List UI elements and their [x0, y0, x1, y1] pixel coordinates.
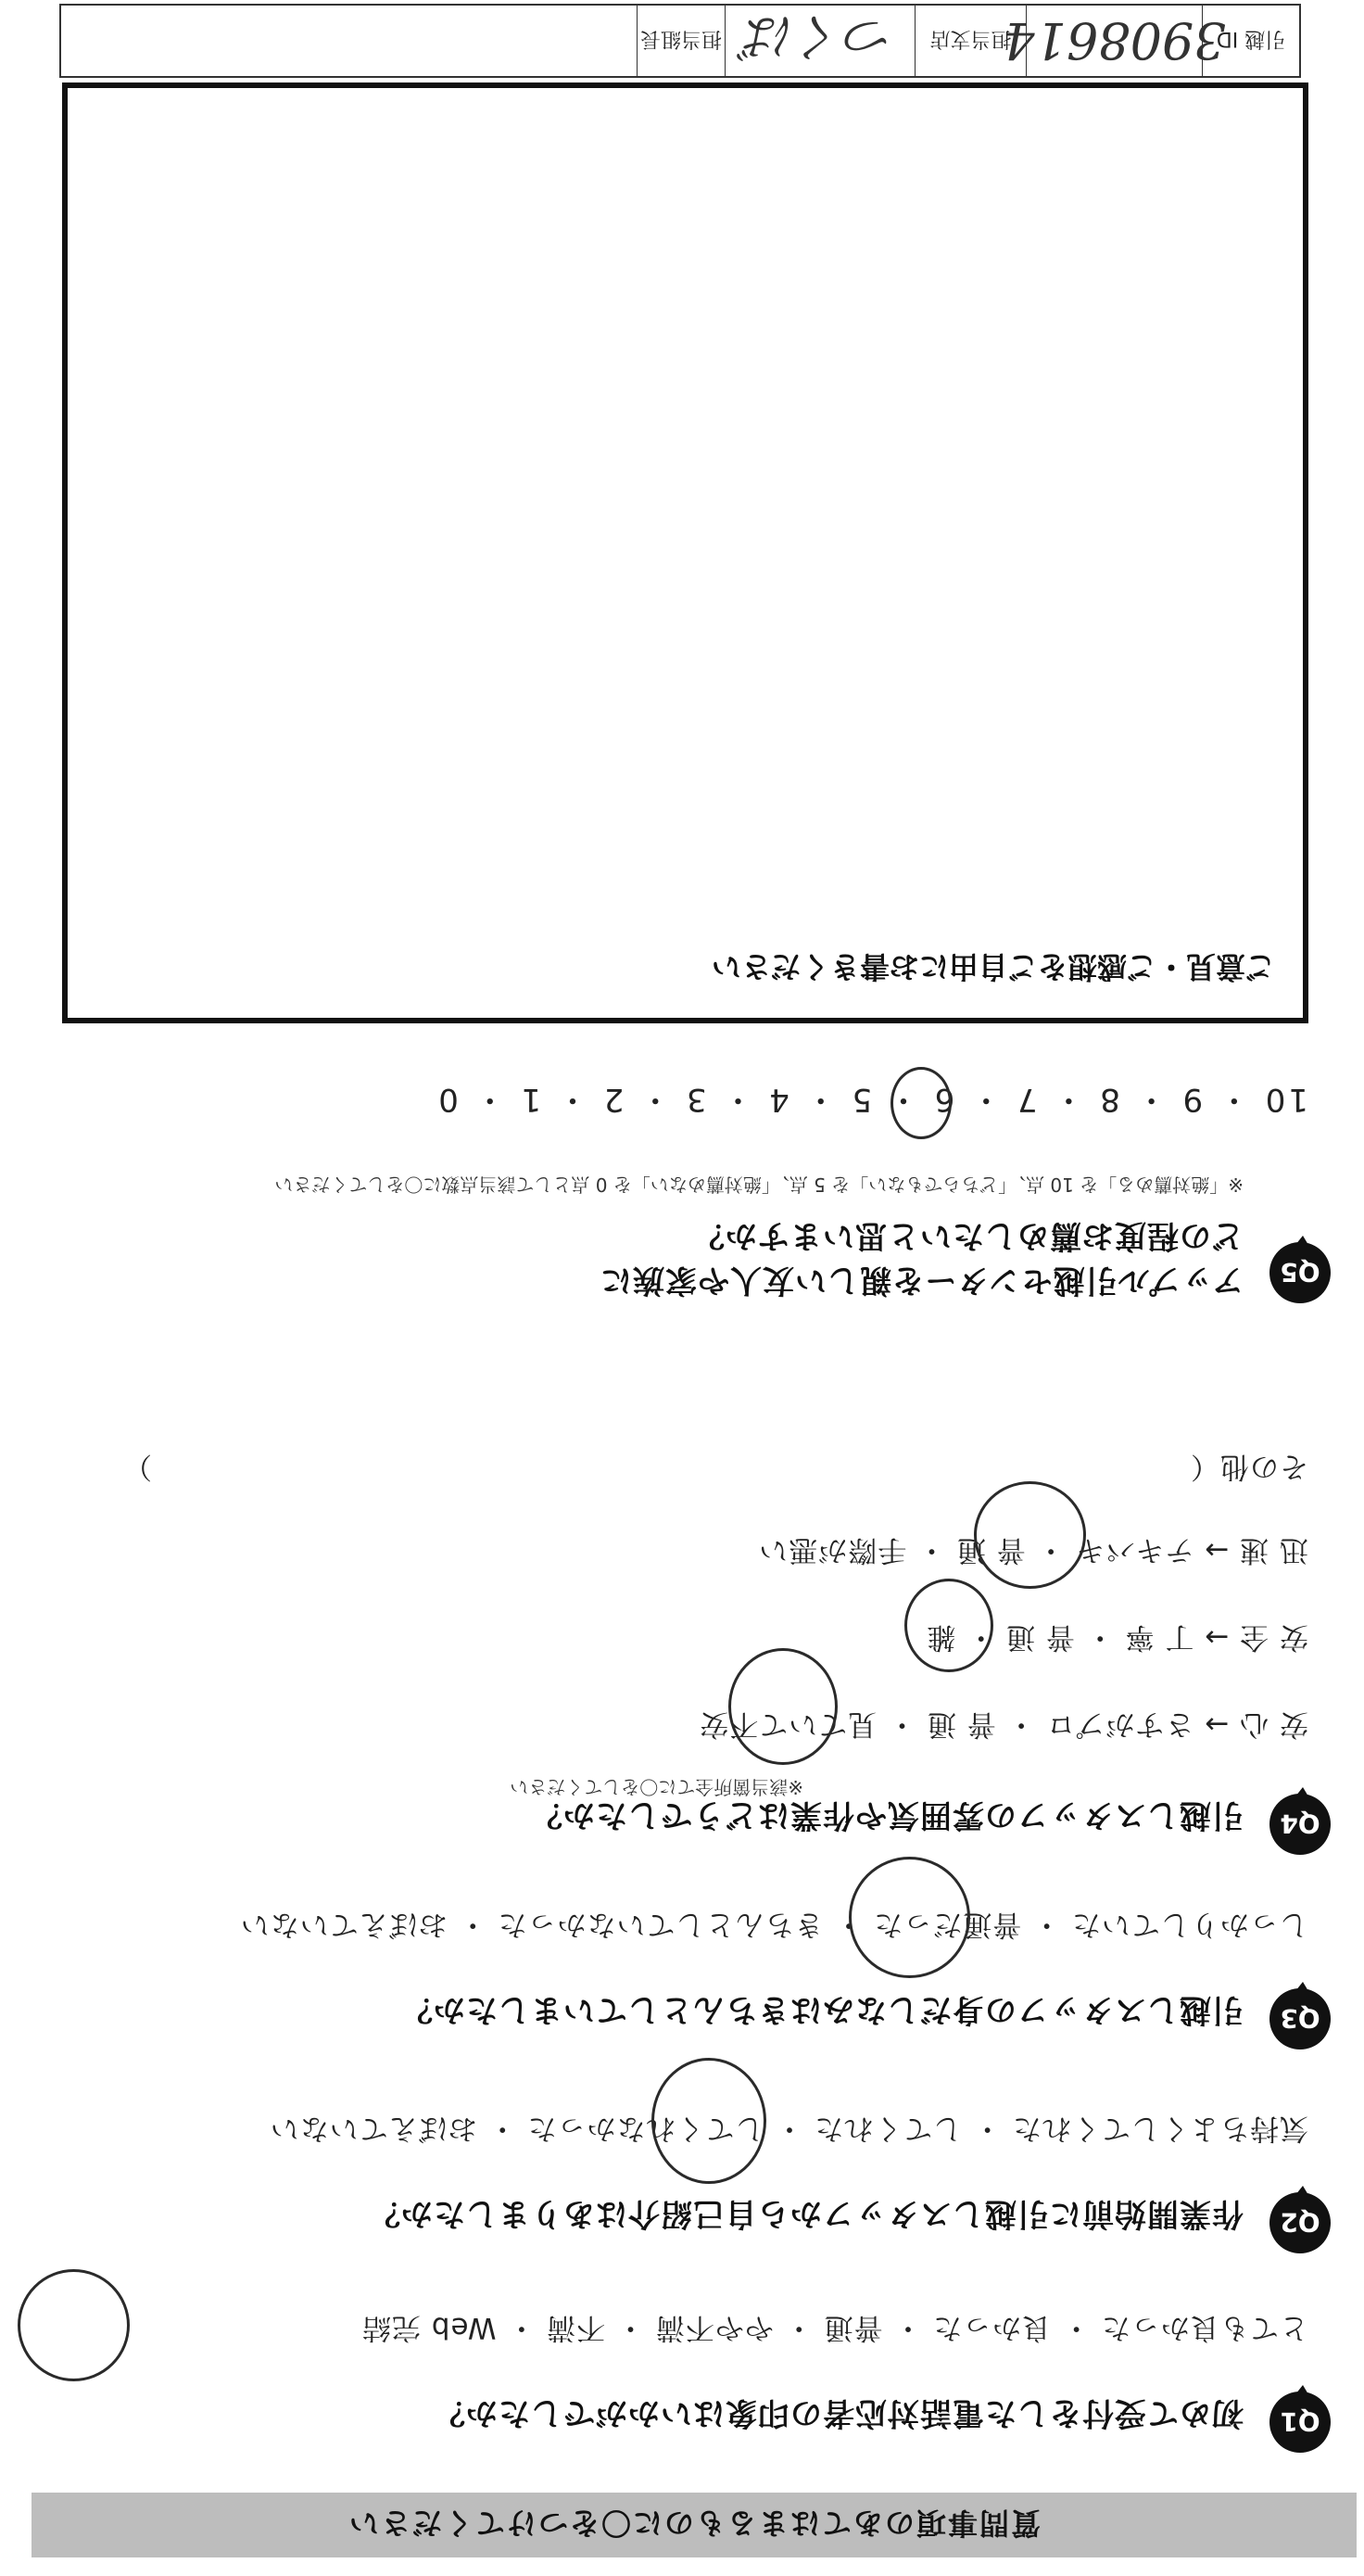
branch-label: 担当支店	[915, 6, 1026, 76]
q4-row-jinsoku: 迅 速 → テキパキ ・ 普 通 ・ 手際が悪い	[758, 1533, 1308, 1567]
question-3	[20, 1876, 1336, 2052]
q4-badge-icon	[1264, 1785, 1336, 1858]
q4-row-anshin: 安 心 → さすがプロ ・ 普 通 ・ 見ていて不安	[699, 1707, 1308, 1741]
q4-anshin-circle	[728, 1648, 838, 1765]
leader-value	[61, 6, 637, 76]
q4-row-anzen: 安 全 → 丁 寧 ・ 普 通 ・ 雑	[926, 1620, 1308, 1654]
branch-value: つくば	[725, 6, 915, 76]
question-2	[20, 2071, 1336, 2256]
q1-answer-circle	[18, 2269, 130, 2381]
question-4	[20, 1413, 1336, 1858]
q4-jinsoku-circle	[974, 1481, 1086, 1589]
q3-answer-circle	[849, 1857, 970, 1978]
q2-options: 気持ちよくしてくれた ・ してくれた ・ してくれなかった ・ おぼえていない	[269, 2112, 1308, 2145]
q4-other: その他（ ）	[122, 1450, 1308, 1483]
q5-note: ※「絶対薦める」を 10 点、「どちらでもない」を 5 点、「絶対薦めない」を 0 点として該当点数に〇をしてください	[274, 1174, 1244, 1196]
move-id-label: 引越 ID	[1202, 6, 1299, 76]
q2-text: 作業開始前に引越しスタッフから自己紹介はありましたか？	[368, 2195, 1244, 2232]
svg-text:Q2: Q2	[1280, 2207, 1320, 2238]
q3-options: しっかりしていた ・ 普通だった ・ きちんとしていなかった ・ おぼえていない	[239, 1908, 1308, 1941]
header-title: 質問事項のあてはまるものに〇をつけてください	[347, 2506, 1042, 2541]
question-5	[20, 1037, 1336, 1306]
q1-badge-icon	[1264, 2383, 1336, 2455]
id-table	[59, 4, 1301, 78]
q1-text: 初めて受付をした電話対応者の印象はいかがでしたか？	[433, 2394, 1244, 2431]
q4-anzen-circle	[904, 1579, 993, 1672]
q2-badge-icon	[1264, 2184, 1336, 2256]
move-id-value: 3908614	[1026, 6, 1202, 76]
q3-badge-icon	[1264, 1980, 1336, 2052]
leader-label: 担当組長	[637, 6, 725, 76]
q2-answer-circle	[651, 2058, 766, 2184]
q5-badge-icon	[1264, 1234, 1336, 1306]
q4-note: ※該当箇所全てに〇をしてください	[510, 1776, 803, 1798]
comment-label: ご意見・ご感想をご自由にお書きください	[711, 949, 1275, 984]
q5-scale: 10 ・ 9 ・ 8 ・ 7 ・ 6 ・ 5 ・ 4 ・ 3 ・ 2 ・ 1 ・ 0	[436, 1081, 1308, 1118]
q4-text: 引越しスタッフの雰囲気や作業はどうでしたか？	[530, 1796, 1244, 1834]
header-bar	[32, 2493, 1357, 2557]
q5-text-line2: どの程度お薦めしたいと思いますか？	[692, 1217, 1244, 1254]
q3-text: 引越しスタッフの身だしなみはきちんとしていましたか？	[400, 1991, 1244, 2028]
svg-text:Q5: Q5	[1280, 1257, 1320, 1288]
q5-answer-circle	[890, 1067, 952, 1139]
question-1	[20, 2270, 1336, 2455]
svg-text:Q1: Q1	[1280, 2406, 1320, 2437]
svg-text:Q3: Q3	[1280, 2003, 1320, 2034]
svg-text:Q4: Q4	[1280, 1808, 1320, 1839]
q5-text-line1: アップル引越センターを親しい友人や家族に	[600, 1262, 1244, 1299]
comment-box[interactable]	[62, 82, 1308, 1023]
q1-options: とても良かった ・ 良かった ・ 普通 ・ やや不満 ・ 不満 ・ Web 完結	[361, 2311, 1308, 2344]
